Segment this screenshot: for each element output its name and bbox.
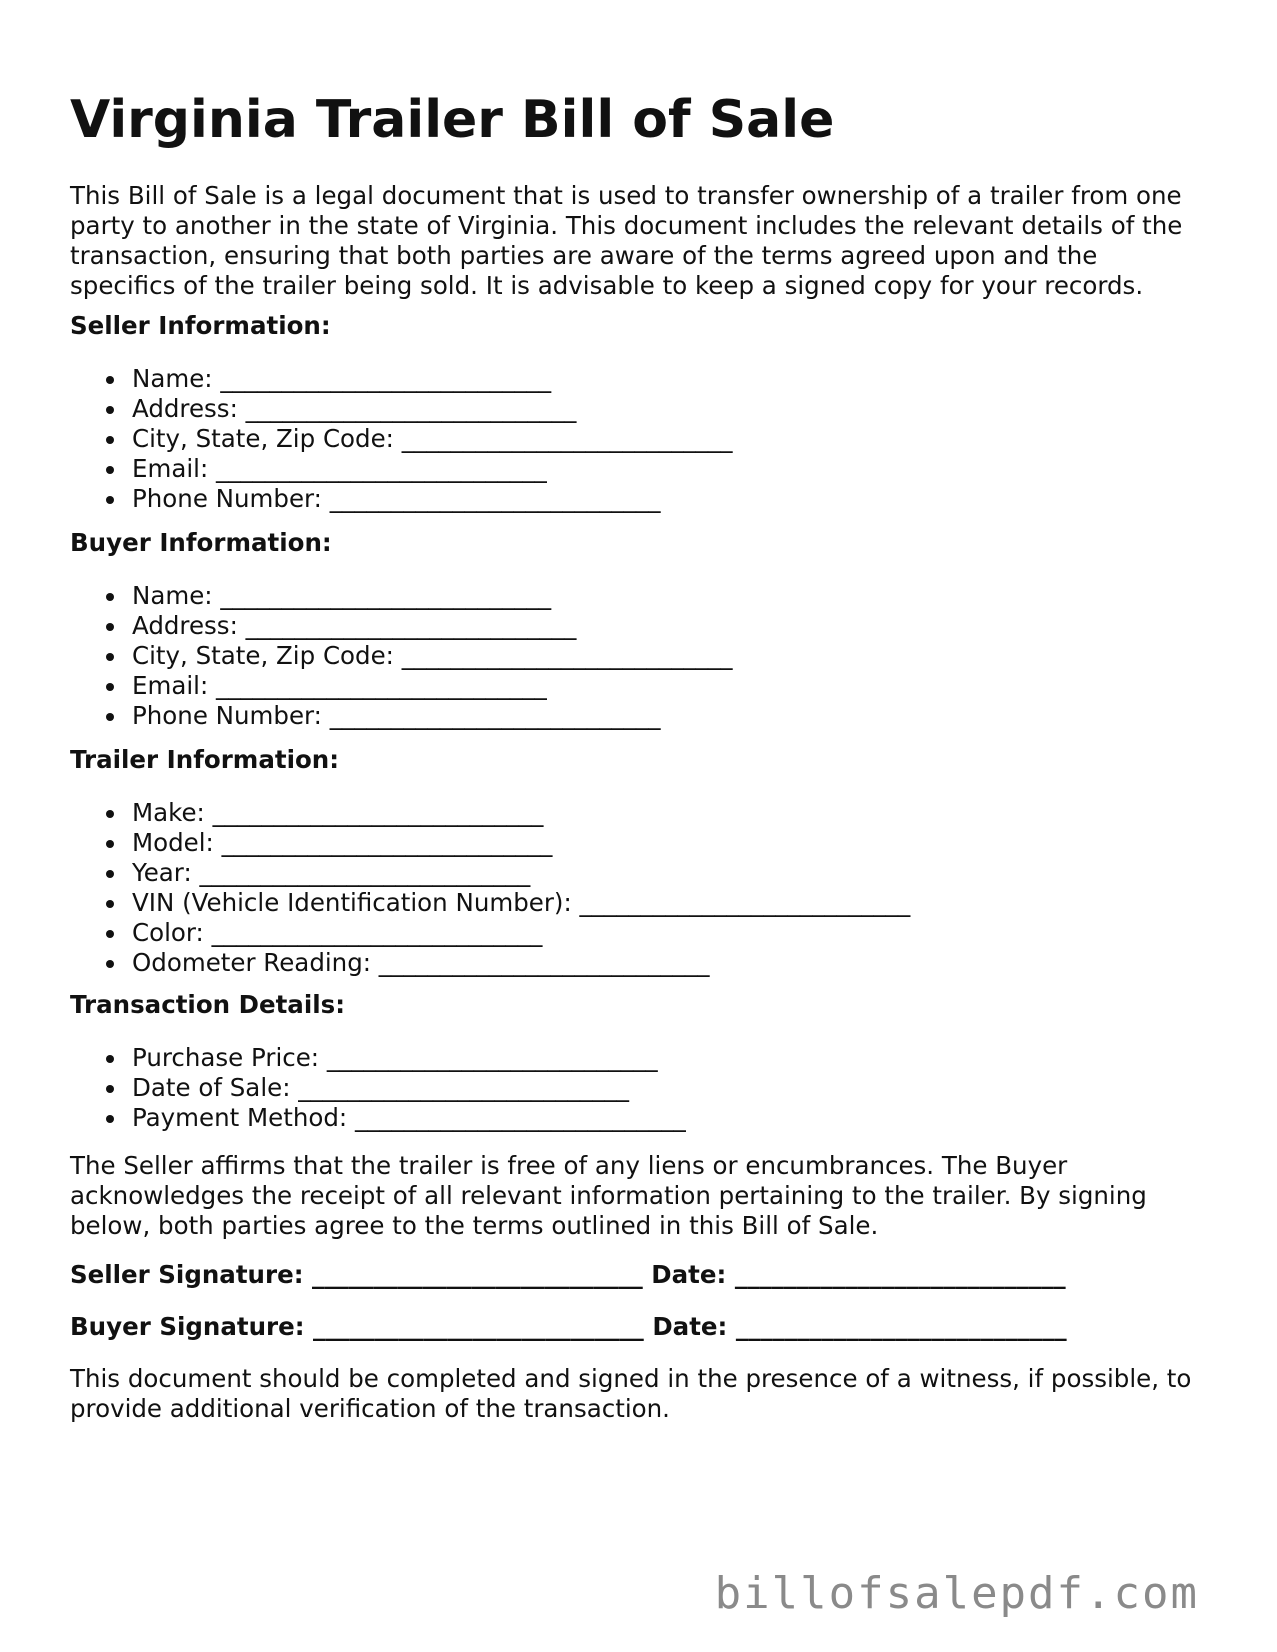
bullet-icon [106, 1115, 114, 1123]
bullet-icon [106, 960, 114, 968]
buyer-heading: Buyer Information: [70, 528, 332, 557]
field-label: Address: ___________________________ [132, 611, 577, 640]
seller-signature-line[interactable]: Seller Signature: ___________________________ Date: ___________________________ [70, 1260, 1066, 1289]
buyer-name-field[interactable] [70, 581, 732, 611]
field-label: Name: ___________________________ [132, 364, 552, 393]
bullet-icon [106, 496, 114, 504]
buyer-address-field[interactable] [70, 611, 732, 641]
buyer-field-list [70, 581, 732, 731]
affirmation-paragraph: The Seller affirms that the trailer is free of any liens or encumbrances. The Buyer acknowledges the receipt of all relevant information pertaining to the trailer. By signing below, both parties agree to the terms outlined in this Bill of Sale. [70, 1151, 1147, 1240]
trailer-color-field[interactable] [70, 918, 910, 948]
bullet-icon [106, 436, 114, 444]
field-label: Name: ___________________________ [132, 581, 552, 610]
bullet-icon [106, 623, 114, 631]
field-label: City, State, Zip Code: ___________________________ [132, 641, 733, 670]
bullet-icon [106, 840, 114, 848]
buyer-city-state-zip-field[interactable] [70, 641, 732, 671]
trailer-odometer-field[interactable] [70, 948, 910, 978]
bullet-icon [106, 1085, 114, 1093]
trailer-model-field[interactable] [70, 828, 910, 858]
closing-paragraph: This document should be completed and signed in the presence of a witness, if possible, to provide additional verification of the transaction. [70, 1364, 1192, 1423]
bullet-icon [106, 593, 114, 601]
buyer-phone-field[interactable] [70, 701, 732, 731]
bullet-icon [106, 870, 114, 878]
seller-city-state-zip-field[interactable] [70, 424, 732, 454]
field-label: Address: ___________________________ [132, 394, 577, 423]
field-label: Phone Number: ___________________________ [132, 484, 661, 513]
watermark-text: billofsalepdf.com [714, 1568, 1199, 1619]
page-title: Virginia Trailer Bill of Sale [70, 90, 835, 150]
field-label: Color: ___________________________ [132, 918, 543, 947]
bullet-icon [106, 406, 114, 414]
purchase-price-field[interactable] [70, 1043, 686, 1073]
field-label: Model: ___________________________ [132, 828, 553, 857]
trailer-vin-field[interactable] [70, 888, 910, 918]
trailer-make-field[interactable] [70, 798, 910, 828]
field-label: City, State, Zip Code: ___________________________ [132, 424, 733, 453]
field-label: Email: ___________________________ [132, 671, 547, 700]
bullet-icon [106, 930, 114, 938]
buyer-email-field[interactable] [70, 671, 732, 701]
bullet-icon [106, 653, 114, 661]
bullet-icon [106, 713, 114, 721]
bullet-icon [106, 900, 114, 908]
bullet-icon [106, 466, 114, 474]
date-of-sale-field[interactable] [70, 1073, 686, 1103]
field-label: Date of Sale: ___________________________ [132, 1073, 629, 1102]
seller-phone-field[interactable] [70, 484, 732, 514]
bullet-icon [106, 1055, 114, 1063]
field-label: Phone Number: ___________________________ [132, 701, 661, 730]
field-label: Make: ___________________________ [132, 798, 544, 827]
bullet-icon [106, 376, 114, 384]
seller-name-field[interactable] [70, 364, 732, 394]
field-label: Purchase Price: ___________________________ [132, 1043, 658, 1072]
seller-email-field[interactable] [70, 454, 732, 484]
seller-heading: Seller Information: [70, 311, 331, 340]
bullet-icon [106, 683, 114, 691]
bullet-icon [106, 810, 114, 818]
field-label: VIN (Vehicle Identification Number): ___________________________ [132, 888, 911, 917]
seller-address-field[interactable] [70, 394, 732, 424]
field-label: Email: ___________________________ [132, 454, 547, 483]
trailer-field-list [70, 798, 910, 978]
trailer-year-field[interactable] [70, 858, 910, 888]
transaction-field-list [70, 1043, 686, 1133]
transaction-heading: Transaction Details: [70, 990, 346, 1019]
trailer-heading: Trailer Information: [70, 745, 340, 774]
field-label: Payment Method: ___________________________ [132, 1103, 686, 1132]
intro-paragraph: This Bill of Sale is a legal document that is used to transfer ownership of a trailer from one party to another in the state of Virginia. This document includes the relevant details of the transaction, ensuring that both parties are aware of the terms agreed upon and the specifics of the trailer being sold. It is advisable to keep a signed copy for your records. [70, 181, 1183, 300]
seller-field-list [70, 364, 732, 514]
field-label: Odometer Reading: ___________________________ [132, 948, 710, 977]
buyer-signature-line[interactable]: Buyer Signature: ___________________________ Date: ___________________________ [70, 1312, 1067, 1341]
field-label: Year: ___________________________ [132, 858, 531, 887]
payment-method-field[interactable] [70, 1103, 686, 1133]
